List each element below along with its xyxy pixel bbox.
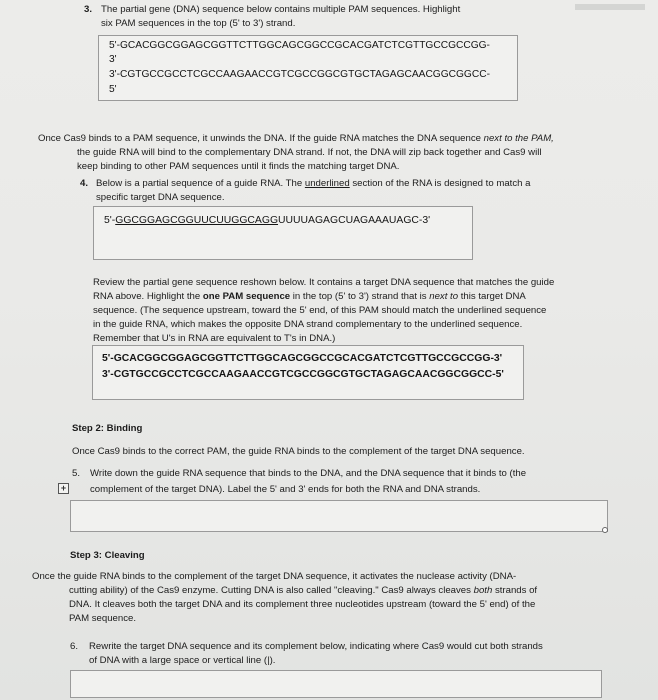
- review-line2-e: this target DNA: [458, 291, 526, 302]
- step3-line1: Once the guide RNA binds to the complement of the target DNA sequence, it activates the nuclease activity (DNA-: [32, 571, 517, 582]
- move-handle-icon[interactable]: +: [58, 483, 69, 494]
- step3-line4: PAM sequence.: [69, 613, 137, 624]
- q4-line1-underlined: underlined: [304, 178, 350, 189]
- review-seq-bottom: 3'-CGTGCCGCCTCGCCAAGAACCGTCGCCGGCGTGCTAGAGCAACGGCGGCC-5': [102, 369, 504, 380]
- q4-rna-sequence: [104, 213, 430, 228]
- review-seq-top: 5'-GCACGGCGGAGCGGTTCTTGGCAGCGGCCGCACGATCTCGTTGCCGCCGG-3': [102, 353, 503, 364]
- review-line2-a: RNA above. Highlight the: [93, 291, 203, 302]
- q3-seq-bottom-end: 5': [109, 84, 117, 95]
- resize-handle-icon[interactable]: [602, 527, 608, 533]
- q3-seq-top-end: 3': [109, 54, 117, 65]
- q3-seq-bottom: 3'-CGTGCCGCCTCGCCAAGAACCGTCGCCGGCGTGCTAGAGCAACGGCGGCC-: [109, 69, 490, 80]
- review-line1: Review the partial gene sequence reshown below. It contains a target DNA sequence that matches the guide: [93, 277, 555, 288]
- q6-answer-box[interactable]: [70, 670, 602, 698]
- step3-line2-a: cutting ability) of the Cas9 enzyme. Cutting DNA is also called "cleaving." Cas9 always cleaves: [69, 585, 474, 596]
- review-line3: sequence. (The sequence upstream, toward the 5' end, of this PAM should match the underlined sequence: [93, 305, 547, 316]
- review-line5: Remember that U's in RNA are equivalent to T's in DNA.): [93, 333, 336, 344]
- review-line2-b: one PAM sequence: [202, 291, 291, 302]
- q4-line1-b: section of the RNA is designed to match a: [349, 178, 531, 189]
- binding-para-line1-a: Once Cas9 binds to a PAM sequence, it unwinds the DNA. If the guide RNA matches the DNA sequence: [38, 133, 484, 144]
- q5-number: 5.: [72, 468, 81, 479]
- step3-line3: DNA. It cleaves both the target DNA and its complement three nucleotides upstream (toward the 5' end) of the: [69, 599, 536, 610]
- q5-answer-box[interactable]: [70, 500, 608, 532]
- step3-heading: Step 3: Cleaving: [70, 550, 145, 561]
- q4-rna-prefix: 5'-: [104, 215, 116, 226]
- q4-rna-rest: UUUUAGAGCUAGAAAUAGC-3': [278, 215, 431, 226]
- q4-number: 4.: [80, 178, 89, 189]
- step3-line2-c: strands of: [492, 585, 538, 596]
- q4-line1-a: Below is a partial sequence of a guide RNA. The: [96, 178, 305, 189]
- q4-rna-underlined: GGCGGAGCGGUUCUUGGCAGG: [115, 215, 279, 226]
- q3-text-line1: The partial gene (DNA) sequence below contains multiple PAM sequences. Highlight: [101, 4, 461, 15]
- q3-seq-top: 5'-GCACGGCGGAGCGGTTCTTGGCAGCGGCCGCACGATCTCGTTGCCGCCGG-: [109, 40, 490, 51]
- binding-para-line3: keep binding to other PAM sequences until it finds the matching target DNA.: [77, 161, 400, 172]
- q4-text-line2: specific target DNA sequence.: [96, 192, 225, 203]
- binding-para-line1: [38, 132, 554, 146]
- step3-line2-b: both: [473, 585, 493, 596]
- step3-line2: [69, 584, 537, 598]
- review-line2-c: in the top (5' to 3') strand that is: [290, 291, 430, 302]
- q6-number: 6.: [70, 641, 79, 652]
- q5-line1: Write down the guide RNA sequence that binds to the DNA, and the DNA sequence that it binds to (the: [90, 468, 527, 479]
- top-edge-artifact: [575, 4, 645, 10]
- q5-line2: complement of the target DNA). Label the 5' and 3' ends for both the RNA and DNA strands.: [90, 484, 481, 495]
- binding-para-line1-b: next to the PAM,: [483, 133, 554, 144]
- review-line2-d: next to: [429, 291, 459, 302]
- q4-text-line1: [96, 177, 530, 191]
- review-line4: in the guide RNA, which makes the opposite DNA strand complementary to the underlined sequence.: [93, 319, 523, 330]
- step2-heading: Step 2: Binding: [72, 423, 143, 434]
- q6-line1: Rewrite the target DNA sequence and its complement below, indicating where Cas9 would cut both strands: [89, 641, 543, 652]
- q6-line2: of DNA with a large space or vertical line (|).: [89, 655, 276, 666]
- q3-text-line2: six PAM sequences in the top (5' to 3') strand.: [101, 18, 296, 29]
- review-line2: [93, 290, 526, 304]
- q3-number: 3.: [84, 4, 93, 15]
- binding-para-line2: the guide RNA will bind to the complementary DNA strand. If not, the DNA will zip back together and Cas9 will: [77, 147, 542, 158]
- step2-line1: Once Cas9 binds to the correct PAM, the guide RNA binds to the complement of the target DNA sequence.: [72, 446, 525, 457]
